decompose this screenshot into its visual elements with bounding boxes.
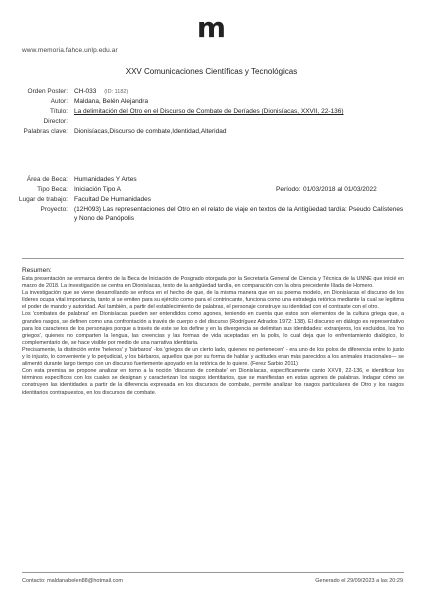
generated-timestamp: Generado el 29/09/2023 a las 20:29 xyxy=(315,578,403,584)
tipo-beca-value: Iniciación Tipo A xyxy=(74,186,121,193)
abstract-title: Resumen: xyxy=(22,267,52,274)
lugar-label: Lugar de trabajo: xyxy=(18,196,68,203)
director-label: Director: xyxy=(43,118,68,125)
orden-label: Orden Poster: xyxy=(27,88,68,95)
orden-id: (ID: 1182) xyxy=(104,89,129,95)
conference-title: XXV Comunicaciones Científicas y Tecnológicas xyxy=(125,67,298,76)
titulo-value: La delimitación del Otro en el Discurso de Combate de Deríades (Dionisíacas, XXVII, 22-136) xyxy=(74,108,344,115)
palabras-label: Palabras clave: xyxy=(23,128,68,135)
periodo-label: Período: xyxy=(276,186,301,193)
repository-url[interactable]: www.memoria.fahce.unlp.edu.ar xyxy=(22,47,118,54)
footer-divider xyxy=(22,572,404,573)
periodo-value: 01/03/2018 al 01/03/2022 xyxy=(303,186,377,193)
abstract-paragraph: La investigación que se viene desarrollando se enfoca en el hecho de que, de la misma manera que en su poema modelo, en Dionisíacas el discurso de los líderes ocupa vital importancia, tanto si se emiten para su ejército como para el contrincante, funciona como una estrategia retórica mediante la cual se legitima el poder de mando y autoridad. Así también, a partir del establecimiento de palabras, el personaje construye su identidad con el contraste con el otro. xyxy=(22,290,404,311)
palabras-value: Dionisíacas,Discurso de combate,Identidad,Alteridad xyxy=(74,128,227,135)
proyecto-label: Proyecto: xyxy=(40,206,68,213)
abstract-paragraph: Precisamente, la distinción entre 'helenos' y 'bárbaros' -los 'griegos de un cierto lado, quienes no pertenecen' - era uno de los polos de diferencia entre lo justo y lo injusto, lo conveniente y lo perjudicial, y los bárbaros, aquellos que por su forma de hablar y actitudes eran más parecidos a los animales irracionales— se alimentó durante largo tiempo con un discurso fuertemente apoyado en la retórica de lo quiere. (Ferez Sarbio 2011) xyxy=(22,346,404,368)
orden-code: CH-033 xyxy=(74,88,97,95)
abstract-paragraph: Con esta premisa se propone analizar en torno a la noción 'discurso de combate' en Dionisíacas, específicamente canto XXVII, 22-136, e identificar los términos específicos con los cuales se designan y caracterizan los rasgos identitarios, que se manifiestan en estas agones de palabras. Indagar cómo se construyen las identidades a partir de la diferencia expresada en los discursos de combate, permite analizar los rasgos particulares de Otro y los rasgos identitarios contrapuestos, en los discursos de combate. xyxy=(22,368,404,396)
autor-value: Maldana, Belén Alejandra xyxy=(74,98,149,105)
repository-logo: m xyxy=(196,11,227,44)
section-divider xyxy=(22,258,404,259)
tipo-beca-label: Tipo Beca: xyxy=(37,186,68,193)
area-label: Área de Beca: xyxy=(26,176,68,183)
area-value: Humanidades Y Artes xyxy=(74,176,137,183)
autor-label: Autor: xyxy=(50,98,68,105)
lugar-value: Facultad De Humanidades xyxy=(74,196,151,203)
abstract-body xyxy=(22,276,404,397)
abstract-paragraph: Los 'combates de palabras' en Dionisíacas pueden ser entendidos como agones, teniendo en cuenta que estos son elementos de la cultura griega que, a grandes rasgos, se definen como una confrontación a través de cuerpo o del discurso (Rodríguez Adrados 1972: 138). El discurso en diálogo es representativo para los caracteres de los personajes porque a través de este se los define y en la divergencia se delimitan sus identidades: extranjeros, los excluidos, los 'no griegos', quienes no comparten la lengua, las creencias y las formas de vida aceptadas en la polis, lo cual deja que lo enfrentamiento dialógico, lo complementario de, se hace visible por medio de una narrativa identitaria. xyxy=(22,311,404,346)
proyecto-line-1: (12H093) Las representaciones del Otro en el relato de viaje en textos de la Antigüedad tardía: Pseudo Calístenes xyxy=(74,206,404,213)
contact-email[interactable]: Contacto: maldanabelen88@hotmail.com xyxy=(22,578,123,584)
proyecto-line-2: y Nono de Panópolis xyxy=(74,215,134,222)
orden-value xyxy=(74,88,128,96)
abstract-paragraph: Esta presentación se enmarca dentro de la Beca de Iniciación de Posgrado otorgada por la Secretaría General de Ciencia y Técnica de la UNNE que inicié en marzo de 2018. La investigación se centra en Dionisíacas, texto de la antigüedad tardía, en comparación con la obra precedente Ilíada de Homero. xyxy=(22,276,404,290)
titulo-label: Título: xyxy=(49,108,68,115)
